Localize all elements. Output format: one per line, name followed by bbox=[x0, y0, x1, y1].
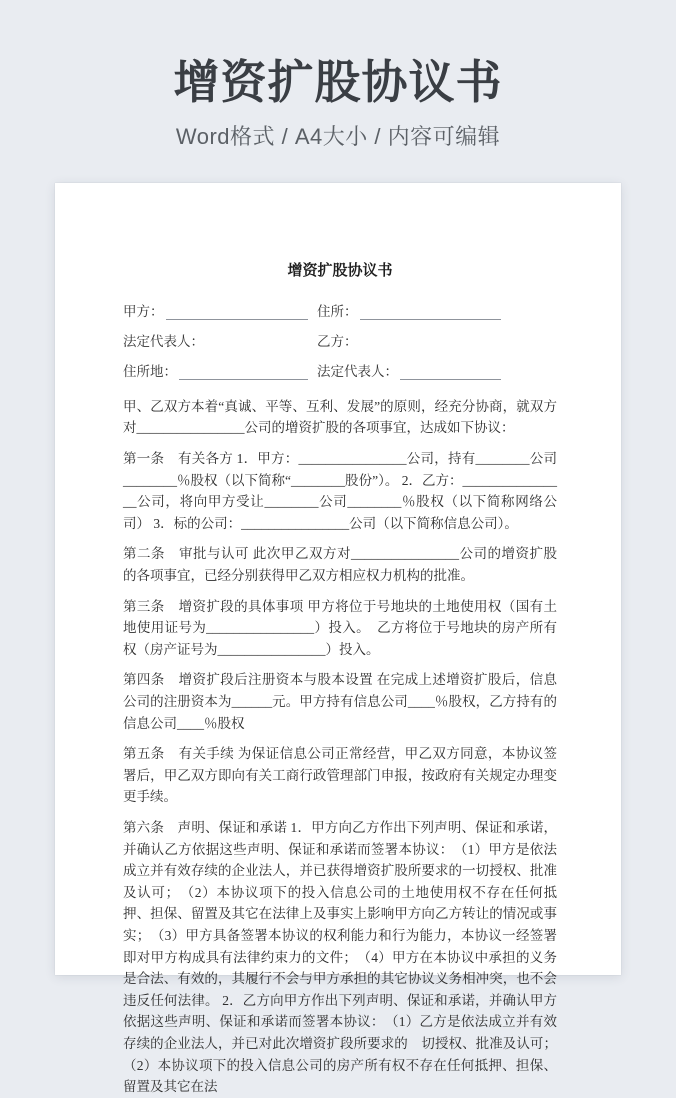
paragraph-article-2: 第二条 审批与认可 此次甲乙双方对________________公司的增资扩股的各项事宜，已经分别获得甲乙双方相应权力机构的批准。 bbox=[123, 546, 557, 584]
paragraph-article-1: 第一条 有关各方 1．甲方：________________公司，持有________公司________％股权（以下简称“________股份”）。 2．乙方：________________公司，将向甲方受让________公司________％股权（以下简称网络公司） 3．标的公司：________________公司（以下简称信息公司）。 bbox=[123, 451, 557, 531]
paragraph-article-3: 第三条 增资扩段的具体事项 甲方将位于号地块的土地使用权（国有土地使用证号为________________）投入。 乙方将位于号地块的房产所有权（房产证号为________________）投入。 bbox=[123, 598, 557, 657]
document-title: 增资扩股协议书 bbox=[287, 261, 393, 279]
field-party-a bbox=[123, 300, 317, 320]
field-label-residence: 住所： bbox=[317, 303, 358, 319]
paragraph-article-4: 第四条 增资扩段后注册资本与股本设置 在完成上述增资扩股后，信息公司的注册资本为______元。甲方持有信息公司____％股权，乙方持有的信息公司____％股权 bbox=[123, 672, 557, 731]
field-residence bbox=[317, 300, 557, 320]
field-label-party-a: 甲方： bbox=[123, 303, 164, 319]
field-legal-representative-a bbox=[123, 330, 317, 350]
page-subtitle: Word格式 / A4大小 / 内容可编辑 bbox=[175, 123, 501, 149]
page-title: 增资扩股协议书 bbox=[173, 56, 503, 108]
field-label-domicile: 住所地： bbox=[123, 363, 177, 379]
paragraph-article-5: 第五条 有关手续 为保证信息公司正常经营，甲乙双方同意，本协议签署后，甲乙双方即向有关工商行政管理部门申报，按政府有关规定办理变更手续。 bbox=[123, 746, 557, 805]
document-body bbox=[123, 396, 557, 1098]
field-label-party-b: 乙方： bbox=[317, 333, 358, 349]
blank-line bbox=[166, 306, 309, 320]
field-row-party-a-address bbox=[123, 302, 557, 320]
document-fields bbox=[123, 302, 557, 380]
blank-line bbox=[360, 306, 502, 320]
field-legal-representative-b bbox=[317, 360, 557, 380]
field-party-b bbox=[317, 330, 557, 350]
paragraph-article-6: 第六条 声明、保证和承诺 1．甲方向乙方作出下列声明、保证和承诺，并确认乙方依据这些声明、保证和承诺而签署本协议： （1）甲方是依法成立并有效存续的企业法人，并已获得增资扩股所要求的一切授权、批准及认可； （2）本协议项下的投入信息公司的土地使用权不存在任何抵押、担保、留置及其它在法律上及事实上影响甲方向乙方转让的情况或事实； （3）甲方具备签署本协议的权利能力和行为能力，本协议一经签署即对甲方构成具有法律约束力的文件； （4）甲方在本协议中承担的义务是合法、有效的，其履行不会与甲方承担的其它协议义务相冲突，也不会违反任何法律。 2．乙方向甲方作出下列声明、保证和承诺，并确认甲方依据这些声明、保证和承诺而签署本协议： （1）乙方是依法成立并有效存续的企业法人，并已对此次增资扩段所要求的 切授权、批准及认可；（2）本协议项下的投入信息公司的房产所有权不存在任何抵押、担保、留置及其它在法 bbox=[123, 819, 557, 1095]
field-row-domicile-representative bbox=[123, 362, 557, 380]
field-label-legal-representative-a: 法定代表人： bbox=[123, 333, 204, 349]
blank-line bbox=[400, 366, 501, 380]
page-header bbox=[0, 0, 676, 151]
paragraph-preamble: 甲、乙双方本着“真诚、平等、互利、发展”的原则，经充分协商，就双方对________________公司的增资扩股的各项事宜，达成如下协议： bbox=[123, 398, 557, 436]
field-label-legal-representative-b: 法定代表人： bbox=[317, 363, 398, 379]
blank-line bbox=[179, 366, 308, 380]
field-row-representative-party-b bbox=[123, 332, 557, 350]
field-domicile bbox=[123, 360, 317, 380]
document-page bbox=[55, 183, 621, 1095]
